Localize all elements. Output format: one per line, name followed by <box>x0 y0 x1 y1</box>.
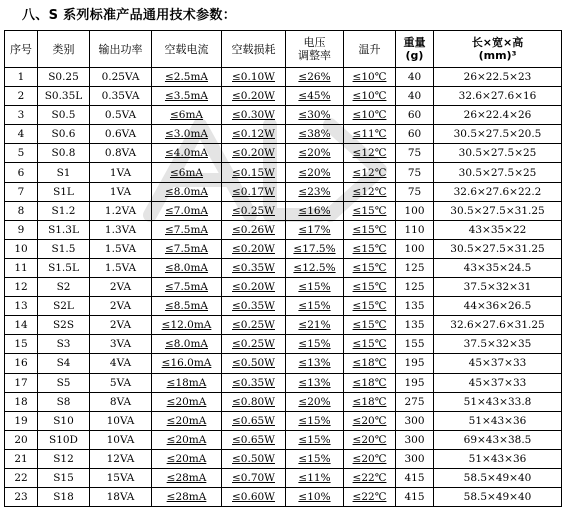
cell-regulation: ≤17% <box>286 220 344 239</box>
cell-size: 26×22.4×26 <box>434 106 562 125</box>
cell-noload-current: ≤3.5mA <box>152 87 222 106</box>
cell-noload-current: ≤8.0mA <box>152 258 222 277</box>
header-weight <box>396 31 434 68</box>
cell-size: 37.5×32×35 <box>434 335 562 354</box>
cell-weight: 40 <box>396 68 434 87</box>
cell-size: 26×22.5×23 <box>434 68 562 87</box>
table-row <box>5 125 562 144</box>
section-title: 八、S 系列标准产品通用技术参数： <box>22 8 236 23</box>
spec-table <box>4 30 562 507</box>
table-row <box>5 335 562 354</box>
cell-weight: 155 <box>396 335 434 354</box>
header-size-line2: (mm)³ <box>478 49 517 62</box>
cell-weight: 60 <box>396 106 434 125</box>
table-row <box>5 468 562 487</box>
header-noload-current: 空载电流 <box>152 31 222 68</box>
cell-noload-loss: ≤0.50W <box>222 354 286 373</box>
cell-weight: 300 <box>396 430 434 449</box>
cell-size: 30.5×27.5×20.5 <box>434 125 562 144</box>
cell-temp-rise: ≤18℃ <box>344 392 396 411</box>
cell-type: S0.35L <box>38 87 90 106</box>
cell-temp-rise: ≤11℃ <box>344 125 396 144</box>
cell-temp-rise: ≤15℃ <box>344 335 396 354</box>
cell-noload-loss: ≤0.30W <box>222 106 286 125</box>
cell-regulation: ≤20% <box>286 163 344 182</box>
cell-regulation: ≤15% <box>286 449 344 468</box>
cell-power: 3VA <box>90 335 152 354</box>
cell-size: 45×37×33 <box>434 354 562 373</box>
cell-no: 18 <box>5 392 38 411</box>
cell-power: 2VA <box>90 297 152 316</box>
cell-weight: 300 <box>396 449 434 468</box>
cell-power: 15VA <box>90 468 152 487</box>
cell-noload-current: ≤3.0mA <box>152 125 222 144</box>
cell-temp-rise: ≤15℃ <box>344 258 396 277</box>
cell-weight: 125 <box>396 258 434 277</box>
table-row <box>5 258 562 277</box>
cell-weight: 100 <box>396 239 434 258</box>
cell-size: 30.5×27.5×25 <box>434 144 562 163</box>
cell-weight: 135 <box>396 316 434 335</box>
cell-noload-current: ≤8.5mA <box>152 297 222 316</box>
table-row <box>5 430 562 449</box>
cell-type: S5 <box>38 373 90 392</box>
cell-noload-current: ≤2.5mA <box>152 68 222 87</box>
cell-type: S2 <box>38 278 90 297</box>
table-row <box>5 106 562 125</box>
cell-noload-loss: ≤0.20W <box>222 87 286 106</box>
table-row <box>5 392 562 411</box>
cell-size: 30.5×27.5×25 <box>434 163 562 182</box>
cell-noload-loss: ≤0.60W <box>222 488 286 507</box>
table-row <box>5 297 562 316</box>
cell-power: 5VA <box>90 373 152 392</box>
cell-power: 2VA <box>90 278 152 297</box>
header-regulation-line1: 电压 <box>303 36 326 49</box>
cell-noload-current: ≤20mA <box>152 430 222 449</box>
cell-regulation: ≤15% <box>286 297 344 316</box>
cell-temp-rise: ≤10℃ <box>344 106 396 125</box>
cell-no: 9 <box>5 220 38 239</box>
cell-no: 19 <box>5 411 38 430</box>
cell-size: 43×35×24.5 <box>434 258 562 277</box>
cell-noload-current: ≤7.5mA <box>152 220 222 239</box>
cell-no: 23 <box>5 488 38 507</box>
cell-power: 2VA <box>90 316 152 335</box>
cell-power: 18VA <box>90 488 152 507</box>
table-row <box>5 144 562 163</box>
cell-power: 0.25VA <box>90 68 152 87</box>
cell-size: 51×43×36 <box>434 449 562 468</box>
cell-weight: 110 <box>396 220 434 239</box>
cell-no: 5 <box>5 144 38 163</box>
cell-noload-current: ≤12.0mA <box>152 316 222 335</box>
cell-temp-rise: ≤20℃ <box>344 449 396 468</box>
cell-no: 3 <box>5 106 38 125</box>
cell-noload-loss: ≤0.70W <box>222 468 286 487</box>
cell-power: 0.35VA <box>90 87 152 106</box>
cell-temp-rise: ≤22℃ <box>344 468 396 487</box>
cell-type: S2S <box>38 316 90 335</box>
cell-regulation: ≤20% <box>286 144 344 163</box>
cell-type: S1.3L <box>38 220 90 239</box>
table-body <box>5 68 562 507</box>
cell-regulation: ≤21% <box>286 316 344 335</box>
cell-no: 1 <box>5 68 38 87</box>
cell-type: S4 <box>38 354 90 373</box>
cell-no: 8 <box>5 201 38 220</box>
cell-noload-loss: ≤0.20W <box>222 144 286 163</box>
table-row <box>5 449 562 468</box>
cell-regulation: ≤12.5% <box>286 258 344 277</box>
cell-no: 11 <box>5 258 38 277</box>
cell-no: 12 <box>5 278 38 297</box>
header-weight-line1: 重量 <box>403 36 426 49</box>
cell-power: 1.5VA <box>90 239 152 258</box>
cell-regulation: ≤23% <box>286 182 344 201</box>
cell-temp-rise: ≤22℃ <box>344 488 396 507</box>
cell-weight: 195 <box>396 354 434 373</box>
cell-weight: 75 <box>396 163 434 182</box>
cell-noload-current: ≤7.5mA <box>152 239 222 258</box>
table-row <box>5 68 562 87</box>
cell-power: 0.8VA <box>90 144 152 163</box>
cell-noload-current: ≤16.0mA <box>152 354 222 373</box>
cell-noload-loss: ≤0.35W <box>222 373 286 392</box>
cell-temp-rise: ≤15℃ <box>344 297 396 316</box>
cell-temp-rise: ≤10℃ <box>344 87 396 106</box>
cell-no: 22 <box>5 468 38 487</box>
cell-size: 58.5×49×40 <box>434 488 562 507</box>
cell-regulation: ≤13% <box>286 373 344 392</box>
cell-noload-loss: ≤0.26W <box>222 220 286 239</box>
cell-weight: 135 <box>396 297 434 316</box>
cell-type: S1.5 <box>38 239 90 258</box>
cell-weight: 275 <box>396 392 434 411</box>
cell-size: 32.6×27.6×16 <box>434 87 562 106</box>
table-row <box>5 220 562 239</box>
cell-power: 1.5VA <box>90 258 152 277</box>
table-row <box>5 201 562 220</box>
cell-noload-current: ≤6mA <box>152 106 222 125</box>
cell-noload-loss: ≤0.65W <box>222 430 286 449</box>
cell-weight: 415 <box>396 488 434 507</box>
header-regulation <box>286 31 344 68</box>
cell-size: 69×43×38.5 <box>434 430 562 449</box>
cell-noload-loss: ≤0.35W <box>222 297 286 316</box>
cell-type: S8 <box>38 392 90 411</box>
cell-size: 37.5×32×31 <box>434 278 562 297</box>
cell-no: 4 <box>5 125 38 144</box>
cell-no: 13 <box>5 297 38 316</box>
cell-size: 30.5×27.5×31.25 <box>434 239 562 258</box>
header-size <box>434 31 562 68</box>
cell-temp-rise: ≤18℃ <box>344 354 396 373</box>
cell-size: 32.6×27.6×31.25 <box>434 316 562 335</box>
table-row <box>5 488 562 507</box>
cell-temp-rise: ≤15℃ <box>344 239 396 258</box>
cell-weight: 125 <box>396 278 434 297</box>
cell-noload-loss: ≤0.10W <box>222 68 286 87</box>
cell-no: 16 <box>5 354 38 373</box>
cell-weight: 195 <box>396 373 434 392</box>
table-row <box>5 316 562 335</box>
cell-regulation: ≤26% <box>286 68 344 87</box>
cell-type: S12 <box>38 449 90 468</box>
table-row <box>5 182 562 201</box>
cell-power: 0.6VA <box>90 125 152 144</box>
cell-size: 44×36×26.5 <box>434 297 562 316</box>
cell-temp-rise: ≤12℃ <box>344 182 396 201</box>
cell-weight: 100 <box>396 201 434 220</box>
cell-power: 1.3VA <box>90 220 152 239</box>
header-power: 输出功率 <box>90 31 152 68</box>
cell-regulation: ≤17.5% <box>286 239 344 258</box>
cell-type: S1.2 <box>38 201 90 220</box>
cell-weight: 415 <box>396 468 434 487</box>
cell-power: 1VA <box>90 182 152 201</box>
cell-size: 45×37×33 <box>434 373 562 392</box>
cell-noload-current: ≤8.0mA <box>152 335 222 354</box>
header-type: 类别 <box>38 31 90 68</box>
cell-no: 14 <box>5 316 38 335</box>
cell-no: 15 <box>5 335 38 354</box>
cell-no: 17 <box>5 373 38 392</box>
cell-regulation: ≤20% <box>286 392 344 411</box>
cell-type: S10D <box>38 430 90 449</box>
cell-no: 20 <box>5 430 38 449</box>
cell-noload-current: ≤7.0mA <box>152 201 222 220</box>
cell-temp-rise: ≤12℃ <box>344 144 396 163</box>
cell-temp-rise: ≤20℃ <box>344 411 396 430</box>
cell-noload-current: ≤20mA <box>152 392 222 411</box>
header-weight-line2: (g) <box>405 49 424 62</box>
cell-noload-current: ≤18mA <box>152 373 222 392</box>
cell-noload-current: ≤4.0mA <box>152 144 222 163</box>
cell-noload-current: ≤6mA <box>152 163 222 182</box>
cell-temp-rise: ≤18℃ <box>344 373 396 392</box>
header-temp-rise: 温升 <box>344 31 396 68</box>
table-row <box>5 87 562 106</box>
cell-noload-loss: ≤0.12W <box>222 125 286 144</box>
cell-noload-loss: ≤0.35W <box>222 258 286 277</box>
cell-size: 51×43×33.8 <box>434 392 562 411</box>
cell-noload-loss: ≤0.25W <box>222 335 286 354</box>
cell-temp-rise: ≤15℃ <box>344 278 396 297</box>
cell-regulation: ≤38% <box>286 125 344 144</box>
cell-type: S0.8 <box>38 144 90 163</box>
cell-regulation: ≤15% <box>286 335 344 354</box>
cell-noload-current: ≤28mA <box>152 488 222 507</box>
cell-weight: 75 <box>396 182 434 201</box>
cell-no: 7 <box>5 182 38 201</box>
cell-noload-loss: ≤0.20W <box>222 278 286 297</box>
cell-regulation: ≤30% <box>286 106 344 125</box>
cell-noload-loss: ≤0.80W <box>222 392 286 411</box>
cell-regulation: ≤13% <box>286 354 344 373</box>
cell-noload-loss: ≤0.25W <box>222 201 286 220</box>
cell-type: S0.25 <box>38 68 90 87</box>
cell-type: S0.6 <box>38 125 90 144</box>
cell-type: S1 <box>38 163 90 182</box>
cell-type: S18 <box>38 488 90 507</box>
header-no: 序号 <box>5 31 38 68</box>
cell-type: S0.5 <box>38 106 90 125</box>
cell-temp-rise: ≤15℃ <box>344 220 396 239</box>
cell-size: 32.6×27.6×22.2 <box>434 182 562 201</box>
cell-power: 0.5VA <box>90 106 152 125</box>
cell-type: S15 <box>38 468 90 487</box>
table-row <box>5 239 562 258</box>
table-row <box>5 163 562 182</box>
table-row <box>5 354 562 373</box>
cell-regulation: ≤10% <box>286 488 344 507</box>
cell-no: 10 <box>5 239 38 258</box>
cell-noload-loss: ≤0.50W <box>222 449 286 468</box>
header-noload-loss: 空载损耗 <box>222 31 286 68</box>
cell-power: 10VA <box>90 411 152 430</box>
cell-noload-loss: ≤0.20W <box>222 239 286 258</box>
cell-size: 51×43×36 <box>434 411 562 430</box>
cell-noload-loss: ≤0.15W <box>222 163 286 182</box>
cell-no: 2 <box>5 87 38 106</box>
cell-noload-current: ≤20mA <box>152 411 222 430</box>
cell-temp-rise: ≤15℃ <box>344 316 396 335</box>
cell-size: 43×35×22 <box>434 220 562 239</box>
cell-type: S10 <box>38 411 90 430</box>
cell-noload-current: ≤28mA <box>152 468 222 487</box>
cell-no: 21 <box>5 449 38 468</box>
cell-noload-loss: ≤0.17W <box>222 182 286 201</box>
cell-noload-loss: ≤0.25W <box>222 316 286 335</box>
header-regulation-line2: 调整率 <box>298 49 331 62</box>
cell-regulation: ≤16% <box>286 201 344 220</box>
cell-size: 30.5×27.5×31.25 <box>434 201 562 220</box>
cell-weight: 40 <box>396 87 434 106</box>
table-row <box>5 373 562 392</box>
cell-regulation: ≤45% <box>286 87 344 106</box>
cell-regulation: ≤15% <box>286 411 344 430</box>
cell-power: 1VA <box>90 163 152 182</box>
cell-noload-current: ≤7.5mA <box>152 278 222 297</box>
cell-regulation: ≤15% <box>286 430 344 449</box>
cell-power: 1.2VA <box>90 201 152 220</box>
header-size-line1: 长×宽×高 <box>471 36 524 49</box>
cell-no: 6 <box>5 163 38 182</box>
cell-power: 10VA <box>90 430 152 449</box>
cell-temp-rise: ≤20℃ <box>344 430 396 449</box>
cell-noload-current: ≤20mA <box>152 449 222 468</box>
cell-temp-rise: ≤10℃ <box>344 68 396 87</box>
cell-weight: 300 <box>396 411 434 430</box>
cell-noload-loss: ≤0.65W <box>222 411 286 430</box>
cell-size: 58.5×49×40 <box>434 468 562 487</box>
cell-temp-rise: ≤15℃ <box>344 201 396 220</box>
cell-type: S2L <box>38 297 90 316</box>
cell-type: S3 <box>38 335 90 354</box>
cell-weight: 75 <box>396 144 434 163</box>
table-header-row <box>5 31 562 68</box>
cell-type: S1.5L <box>38 258 90 277</box>
cell-temp-rise: ≤12℃ <box>344 163 396 182</box>
cell-noload-current: ≤8.0mA <box>152 182 222 201</box>
cell-weight: 60 <box>396 125 434 144</box>
cell-power: 4VA <box>90 354 152 373</box>
cell-regulation: ≤15% <box>286 278 344 297</box>
cell-regulation: ≤11% <box>286 468 344 487</box>
cell-power: 8VA <box>90 392 152 411</box>
cell-power: 12VA <box>90 449 152 468</box>
table-row <box>5 278 562 297</box>
table-row <box>5 411 562 430</box>
cell-type: S1L <box>38 182 90 201</box>
